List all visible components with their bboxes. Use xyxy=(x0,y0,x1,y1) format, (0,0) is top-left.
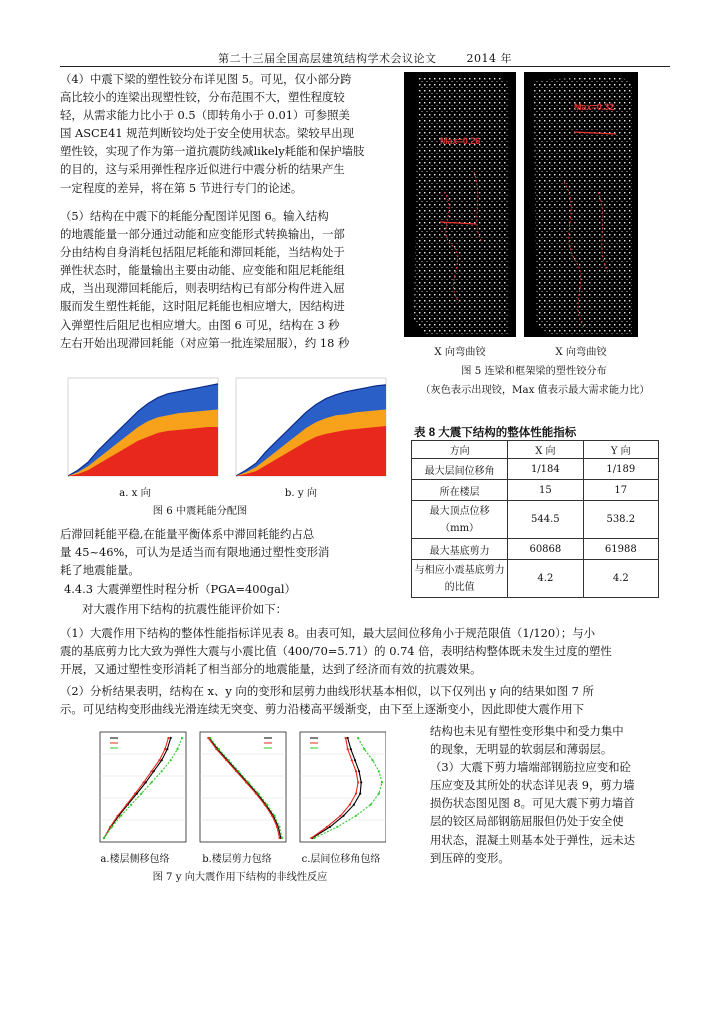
header-rule xyxy=(60,66,670,67)
fig7-point xyxy=(161,770,163,772)
fig7-point xyxy=(164,748,166,750)
fig5-right-max-label: Max=0.32 xyxy=(574,102,615,112)
fig7-point xyxy=(370,804,372,806)
text-line: 结构也未见有塑性变形集中和受力集中 xyxy=(430,724,624,738)
fig5-right-image xyxy=(524,72,638,337)
text-line: 损伤状态图见图 8。可见大震下剪力墙首 xyxy=(430,796,635,811)
text-line: 量 45~46%，可认为是适当而有限地通过塑性变形消 xyxy=(60,545,330,560)
section-heading: 4.4.3 大震弹塑性时程分析（PGA=400gal） xyxy=(64,582,296,596)
fig5-right-mesh xyxy=(534,76,632,334)
header-year: 2014 年 xyxy=(466,52,512,65)
table-cell: 所在楼层 xyxy=(412,480,508,501)
fig7-point xyxy=(166,748,168,750)
paragraph-energy xyxy=(60,207,396,352)
text-line: 成，当出现滞回耗能后，则表明结构已有部分构件进入屈 xyxy=(60,281,345,296)
fig7-point xyxy=(161,759,163,761)
table-header-row xyxy=(412,441,659,459)
fig7-point xyxy=(358,770,360,772)
fig5-right-structure xyxy=(524,72,638,337)
fig7-point xyxy=(167,737,169,739)
fig7-point xyxy=(342,815,344,817)
text-line: 震的基底剪力比大致为弹性大震与小震比值（400/70=5.71）的 0.74 倍，表明结构整体既未发生过度的塑性 xyxy=(60,644,612,659)
table-cell: 与相应小震基底剪力的比值 xyxy=(412,560,508,598)
table-cell: 544.5 xyxy=(508,501,583,539)
fig7-point xyxy=(117,815,119,817)
fig7-point xyxy=(363,748,365,750)
fig7-plot-frame xyxy=(200,732,286,842)
fig7-point xyxy=(225,759,227,761)
fig7-point xyxy=(329,826,331,828)
paragraph-beam-hinges xyxy=(60,70,396,197)
fig7-point xyxy=(276,826,278,828)
fig7-point xyxy=(326,826,328,828)
text-line: 层的铰区局部钢筋屈服但仍处于安全使 xyxy=(430,814,624,829)
fig7-point xyxy=(339,815,341,817)
text-line: 用状态，混凝土则基本处于弹性，远未达 xyxy=(430,832,636,847)
header-title: 第二十三届全国高层建筑结构学术会议论文 xyxy=(218,52,437,65)
fig5-sub-right: X 向弯曲铰 xyxy=(555,347,607,358)
fig7-point xyxy=(103,837,105,839)
fig7-point xyxy=(145,781,147,783)
fig5-left-mesh xyxy=(414,76,508,334)
fig7-point xyxy=(248,781,250,783)
fig7-point xyxy=(140,793,142,795)
fig7-point xyxy=(126,804,128,806)
fig7-point xyxy=(238,770,240,772)
table-cell: 最大顶点位移（mm） xyxy=(412,501,508,539)
fig7-point xyxy=(353,804,355,806)
text-line: 的现象，无明显的软弱层和薄弱层。 xyxy=(430,742,613,757)
text-line: 入弹塑性后阻尼也相应增大。由图 6 可见，结构在 3 秒 xyxy=(60,317,340,332)
table-row xyxy=(412,480,659,501)
text-line: 示。可见结构变形曲线光滑连续无突变、剪力沿楼高平缓渐变，由下至上逐渐变小，因此即使大震作用下 xyxy=(60,702,584,717)
fig7-point xyxy=(209,737,211,739)
fig7-point xyxy=(228,759,230,761)
fig7-point xyxy=(350,748,352,750)
table-cell: 15 xyxy=(508,480,583,501)
table-cell: 538.2 xyxy=(583,501,658,539)
fig7-point xyxy=(158,759,160,761)
fig5-caption: 图 5 连梁和框架梁的塑性铰分布 xyxy=(461,366,607,377)
fig5-left-max-label: Max=0.26 xyxy=(440,136,481,146)
fig7-sub-a: a.楼层侧移包络 xyxy=(100,854,170,865)
fig7-point xyxy=(150,781,152,783)
fig7-point xyxy=(170,759,172,761)
fig5-left-structure xyxy=(404,72,516,337)
text-line: 服而发生塑性耗能，这时阻尼耗能也相应增大，因结构进 xyxy=(60,299,345,314)
fig7-point xyxy=(310,837,312,839)
fig7-point xyxy=(278,826,280,828)
text-line: 到压碎的变形。 xyxy=(430,850,510,865)
text-line: 弹性状态时，能量输出主要由动能、应变能和阻尼耗能组 xyxy=(60,263,345,278)
table-row xyxy=(412,539,659,560)
text-line: 后滞回耗能平稳,在能量平衡体系中滞回耗能约占总 xyxy=(60,527,315,541)
fig5-note: （灰色表示出现铰，Max 值表示最大需求能力比） xyxy=(420,385,650,396)
text-line: 分由结构自身消耗包括阻尼耗能和滞回耗能，当结构处于 xyxy=(60,245,345,260)
table-cell: 17 xyxy=(583,480,658,501)
fig7-point xyxy=(360,781,362,783)
running-header xyxy=(60,50,670,66)
fig7-point xyxy=(313,837,315,839)
fig6-charts xyxy=(62,370,398,482)
table-cell: 1/184 xyxy=(508,459,583,480)
fig6-sub-a: a. x 向 xyxy=(119,488,151,499)
fig7-sub-c: c.层间位移角包络 xyxy=(301,854,381,865)
table-cell: 4.2 xyxy=(508,560,583,598)
text-line: 塑性铰，实现了作为第一道抗震防线减likely耗能和保护墙肢 xyxy=(60,144,365,159)
text-line: 左右开始出现滞回耗能（对应第一批连梁屈服），约 18 秒 xyxy=(60,335,350,350)
fig6-caption: 图 6 中震耗能分配图 xyxy=(152,506,248,517)
text-line: 耗了地震能量。 xyxy=(60,563,140,578)
fig7-point xyxy=(218,748,220,750)
fig7-point xyxy=(170,737,172,739)
table-cell: 60868 xyxy=(508,539,583,560)
fig7-point xyxy=(134,793,136,795)
fig7-point xyxy=(181,737,183,739)
fig7-point xyxy=(378,770,380,772)
table-header-cell: Y 向 xyxy=(583,441,658,459)
fig7-point xyxy=(357,781,359,783)
fig7-point xyxy=(153,770,155,772)
fig7-point xyxy=(266,804,268,806)
text-line: 压应变及其所处的状态详见表 9，剪力墙 xyxy=(430,778,635,793)
fig7-point xyxy=(278,837,280,839)
fig7-point xyxy=(336,826,338,828)
fig7-point xyxy=(274,815,276,817)
fig7-point xyxy=(347,737,349,739)
text-line: 开展，又通过塑性变形消耗了相当部分的地震能量，达到了经济而有效的抗震效果。 xyxy=(60,662,482,677)
fig7-point xyxy=(271,815,273,817)
fig7-point xyxy=(381,781,383,783)
fig7-point xyxy=(355,793,357,795)
table-cell: 1/189 xyxy=(583,459,658,480)
fig5-sub-left: X 向弯曲铰 xyxy=(434,347,486,358)
text-line: 一定程度的差异，将在第 5 节进行专门的论述。 xyxy=(60,180,303,195)
paragraph-deformation xyxy=(60,682,674,718)
fig7-point xyxy=(120,815,122,817)
table-row xyxy=(412,501,659,539)
fig7-point xyxy=(215,748,217,750)
fig7-point xyxy=(143,781,145,783)
fig7-point xyxy=(372,759,374,761)
fig7-point xyxy=(257,793,259,795)
fig7-point xyxy=(207,737,209,739)
fig7-point xyxy=(354,759,356,761)
paragraph-shear-wall xyxy=(430,722,676,867)
text-line: （2）分析结果表明，结构在 x、y 向的变形和层剪力曲线形状基本相似，以下仅列出 y 向的结果如图 7 所 xyxy=(60,684,594,698)
fig5-left-image xyxy=(404,72,516,337)
fig7-point xyxy=(359,793,361,795)
text-line: （3）大震下剪力墙端部钢筋拉应变和砼 xyxy=(430,760,631,775)
fig7-point xyxy=(176,748,178,750)
table-row xyxy=(412,560,659,598)
fig7-sub-b: b.楼层剪力包络 xyxy=(202,854,272,865)
fig7-point xyxy=(150,770,152,772)
text-line: 轻，从需求能力比小于 0.5（即转角小于 0.01）可参照美 xyxy=(60,108,350,123)
fig7-point xyxy=(349,804,351,806)
table-header-cell: X 向 xyxy=(508,441,583,459)
table-row xyxy=(412,459,659,480)
fig7-caption: 图 7 y 向大震作用下结构的非线性反应 xyxy=(152,872,328,883)
fig7-point xyxy=(355,770,357,772)
fig7-point xyxy=(355,815,357,817)
table-cell: 最大层间位移角 xyxy=(412,459,508,480)
fig7-point xyxy=(351,759,353,761)
fig7-point xyxy=(264,804,266,806)
fig7-point xyxy=(130,804,132,806)
table-cell: 最大基底剪力 xyxy=(412,539,508,560)
fig7-point xyxy=(235,770,237,772)
fig7-point xyxy=(378,793,380,795)
fig7-point xyxy=(245,781,247,783)
table-header-cell: 方向 xyxy=(412,441,508,459)
fig6-sub-b: b. y 向 xyxy=(284,488,318,499)
fig7-point xyxy=(255,793,257,795)
fig6-panel xyxy=(62,370,398,482)
text-line: 国 ASCE41 规范判断铰均处于安全使用状态。梁较早出现 xyxy=(60,126,354,141)
fig7-point xyxy=(357,737,359,739)
table-cell: 4.2 xyxy=(583,560,658,598)
paragraph-overall-performance xyxy=(60,624,674,678)
text-line: 的地震能量一部分通过动能和应变能形式转换输出，一部 xyxy=(60,227,345,242)
fig7-point xyxy=(347,748,349,750)
text-line: （1）大震作用下结构的整体性能指标详见表 8。由表可知，最大层间位移角小于规范限值（1/120）；与小 xyxy=(60,626,596,640)
text-line: （5）结构在中震下的耗能分配图详见图 6。输入结构 xyxy=(60,209,329,223)
text-line: 高比较小的连梁出现塑性铰，分布范围不大，塑性程度较 xyxy=(60,90,345,105)
table8 xyxy=(411,440,659,598)
fig7-point xyxy=(111,826,113,828)
table-cell: 61988 xyxy=(583,539,658,560)
fig7-point xyxy=(345,737,347,739)
text-line: 的目的，这与采用弹性程序近似进行中震分析的结果产生 xyxy=(60,162,345,177)
table8-title: 表 8 大震下结构的整体性能指标 xyxy=(414,427,577,439)
section-intro: 对大震作用下结构的抗震性能评价如下： xyxy=(82,602,288,616)
text-line: （4）中震下梁的塑性铰分布详见图 5。可见，仅小部分跨 xyxy=(60,72,352,86)
fig7-point xyxy=(281,837,283,839)
paragraph-energy-continued xyxy=(60,525,396,579)
